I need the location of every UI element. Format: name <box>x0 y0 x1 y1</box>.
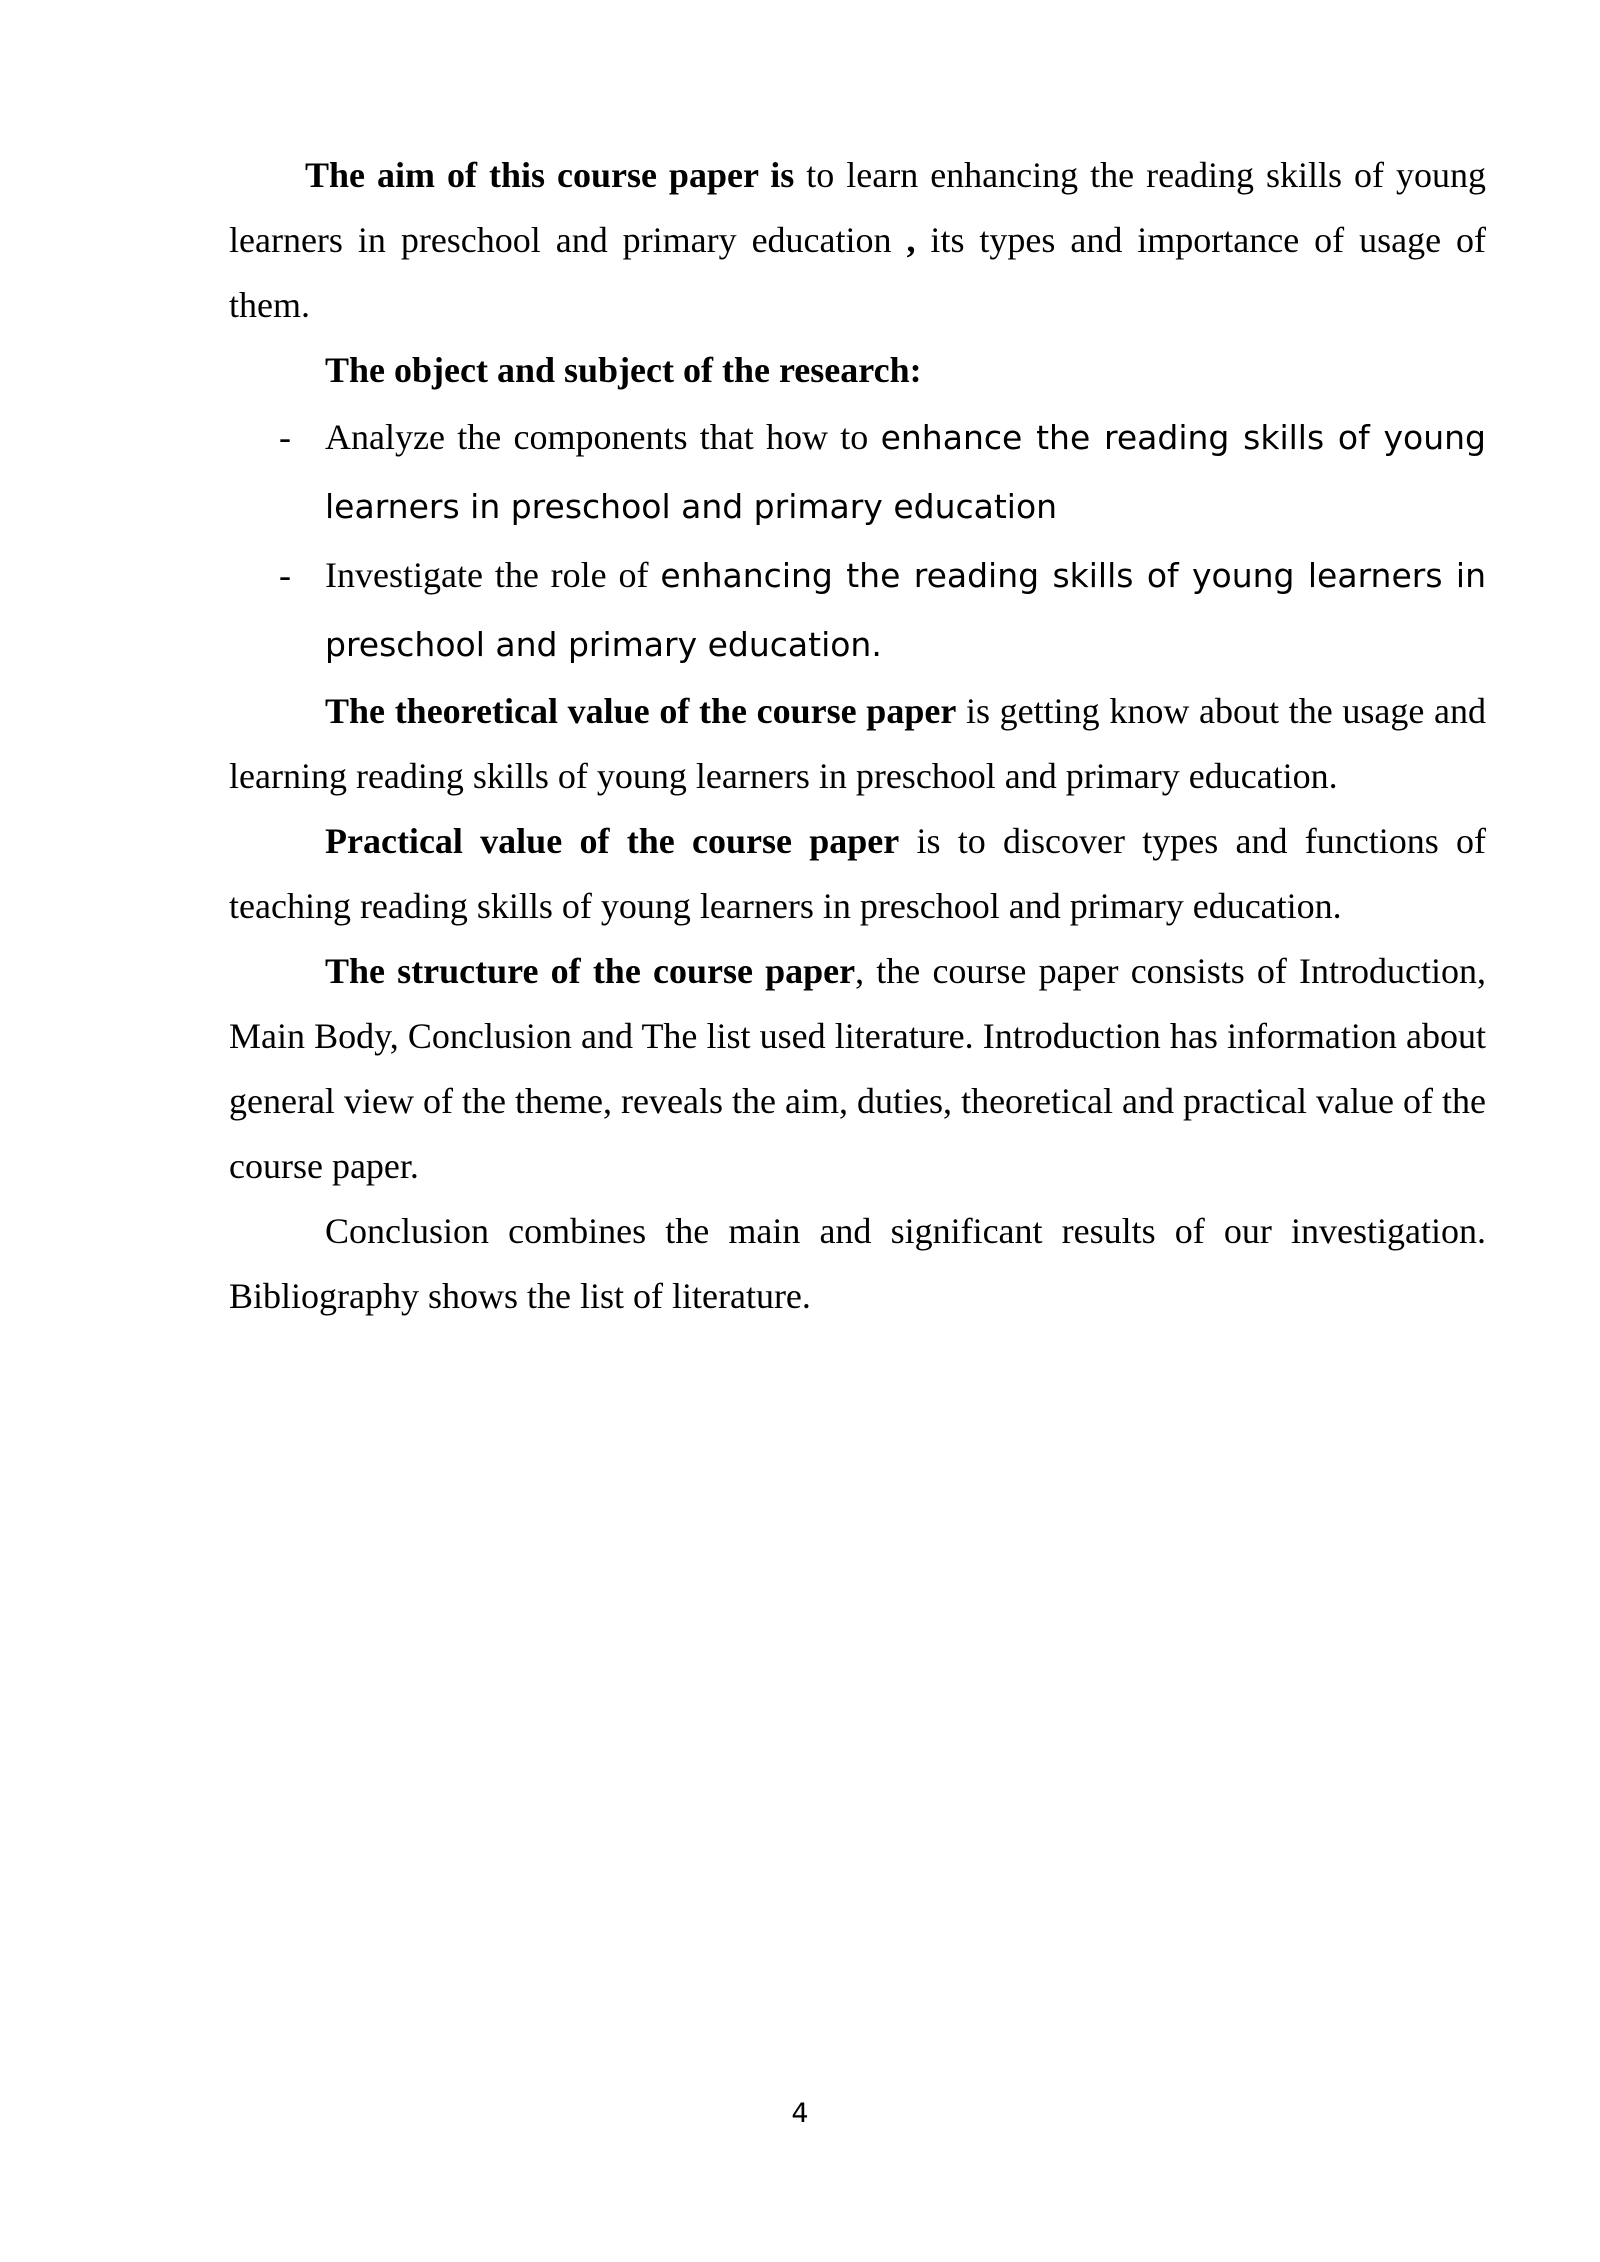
list-item-sans-text: enhancing the reading skills of young learners in preschool and primary education. <box>325 556 1486 664</box>
list-item-serif-text: Investigate the role of <box>325 555 661 595</box>
structure-paragraph <box>229 939 1486 1199</box>
list-dash: - <box>279 555 291 595</box>
aim-text: to learn enhancing the reading skills of young learners in preschool and primary education <box>229 155 1487 260</box>
aim-paragraph <box>229 143 1486 338</box>
structure-text: , the course paper consists of Introduction, Main Body, Conclusion and The list used literature. Introduction has information about general view of the theme, reveals the aim, duties, theoretical and practical value of the course paper. <box>229 951 1487 1186</box>
research-list <box>229 403 1486 679</box>
aim-lead: The aim of this course paper is <box>305 155 795 195</box>
structure-lead: The structure of the course paper <box>325 951 856 991</box>
practical-text: is to discover types and functions of teaching reading skills of young learners in preschool and primary education. <box>229 821 1486 926</box>
object-heading-text: The object and subject of the research: <box>325 350 922 390</box>
theoretical-text: is getting know about the usage and learning reading skills of young learners in preschool and primary education. <box>229 691 1486 796</box>
page-body <box>229 143 1486 1329</box>
aim-comma: , <box>906 220 916 260</box>
practical-paragraph <box>229 809 1486 939</box>
theoretical-lead: The theoretical value of the course paper <box>325 691 957 731</box>
list-dash: - <box>279 417 291 457</box>
page-number: 4 <box>791 2098 809 2129</box>
list-item <box>229 541 1486 679</box>
aim-tail: its types and importance of usage of them. <box>229 220 1487 325</box>
theoretical-paragraph <box>229 679 1486 809</box>
conclusion-paragraph: Conclusion combines the main and significant results of our investigation. Bibliography shows the list of literature. <box>229 1211 1486 1316</box>
practical-lead: Practical value of the course paper <box>325 821 900 861</box>
list-item-sans-text: enhance the reading skills of young learners in preschool and primary education <box>325 418 1486 526</box>
list-item-serif-text: Analyze the components that how to <box>325 417 881 457</box>
object-heading <box>229 338 1486 403</box>
list-item <box>229 403 1486 541</box>
